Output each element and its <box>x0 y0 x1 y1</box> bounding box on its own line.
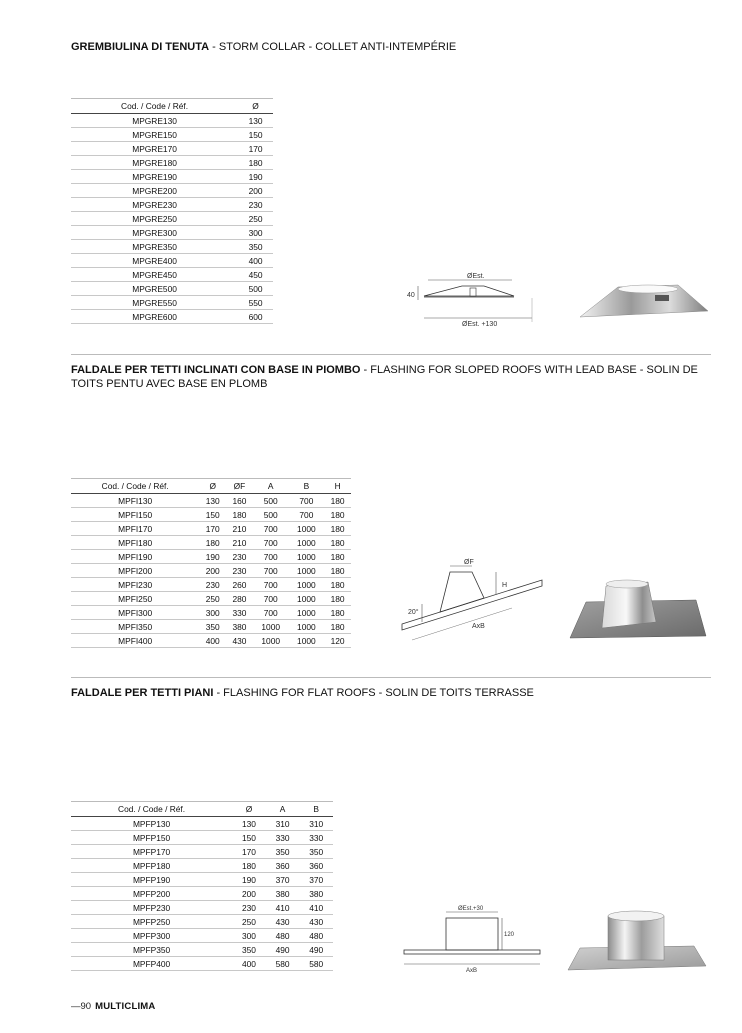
value-cell: 490 <box>266 943 300 957</box>
divider-1 <box>71 354 711 355</box>
section-1-title-bold: GREMBIULINA DI TENUTA <box>71 41 210 53</box>
value-cell: 200 <box>232 887 266 901</box>
value-cell: 180 <box>199 536 226 550</box>
value-cell: 480 <box>299 929 333 943</box>
value-cell: 370 <box>299 873 333 887</box>
table-row <box>71 887 333 901</box>
column-header: A <box>266 802 300 817</box>
value-cell: 190 <box>238 170 273 184</box>
table-row <box>71 198 273 212</box>
value-cell: 310 <box>266 817 300 831</box>
value-cell: 1000 <box>253 634 289 648</box>
table-row <box>71 226 273 240</box>
table-row <box>71 170 273 184</box>
value-cell: 500 <box>253 508 289 522</box>
value-cell: 180 <box>324 606 351 620</box>
table-row <box>71 957 333 971</box>
table-row <box>71 550 351 564</box>
product-code-cell: MPGRE300 <box>71 226 238 240</box>
product-code-cell: MPGRE500 <box>71 282 238 296</box>
table-row <box>71 915 333 929</box>
product-code-cell: MPFI400 <box>71 634 199 648</box>
value-cell: 180 <box>232 859 266 873</box>
column-header: Cod. / Code / Réf. <box>71 479 199 494</box>
page-footer <box>71 1001 155 1012</box>
divider-2 <box>71 677 711 678</box>
product-code-cell: MPFP230 <box>71 901 232 915</box>
table-row <box>71 142 273 156</box>
value-cell: 280 <box>226 592 253 606</box>
storm-collar-table <box>71 98 273 324</box>
table-row <box>71 901 333 915</box>
storm-collar-dim-bottom: ØEst. +130 <box>462 321 498 328</box>
table-row <box>71 845 333 859</box>
value-cell: 1000 <box>289 536 325 550</box>
table-row <box>71 240 273 254</box>
table-row <box>71 578 351 592</box>
section-1-title-rest: - STORM COLLAR - COLLET ANTI-INTEMPÉRIE <box>209 41 457 53</box>
value-cell: 260 <box>226 578 253 592</box>
table-row <box>71 268 273 282</box>
table-row <box>71 296 273 310</box>
product-code-cell: MPGRE150 <box>71 128 238 142</box>
column-header: B <box>289 479 325 494</box>
value-cell: 200 <box>238 184 273 198</box>
column-header: A <box>253 479 289 494</box>
storm-collar-product-image <box>578 283 710 325</box>
table-row <box>71 873 333 887</box>
value-cell: 150 <box>238 128 273 142</box>
value-cell: 1000 <box>253 620 289 634</box>
value-cell: 380 <box>266 887 300 901</box>
product-code-cell: MPGRE450 <box>71 268 238 282</box>
table-row <box>71 943 333 957</box>
product-code-cell: MPFI170 <box>71 522 199 536</box>
value-cell: 480 <box>266 929 300 943</box>
value-cell: 1000 <box>289 606 325 620</box>
value-cell: 350 <box>238 240 273 254</box>
product-code-cell: MPFI130 <box>71 494 199 508</box>
value-cell: 700 <box>253 564 289 578</box>
column-header: Ø <box>199 479 226 494</box>
value-cell: 150 <box>232 831 266 845</box>
value-cell: 120 <box>324 634 351 648</box>
value-cell: 1000 <box>289 620 325 634</box>
table-row <box>71 494 351 508</box>
value-cell: 230 <box>226 550 253 564</box>
value-cell: 230 <box>199 578 226 592</box>
column-header: Ø <box>232 802 266 817</box>
value-cell: 150 <box>199 508 226 522</box>
value-cell: 180 <box>324 564 351 578</box>
product-code-cell: MPFI190 <box>71 550 199 564</box>
product-code-cell: MPGRE190 <box>71 170 238 184</box>
table-row <box>71 522 351 536</box>
table-row <box>71 508 351 522</box>
value-cell: 580 <box>299 957 333 971</box>
table-row <box>71 831 333 845</box>
value-cell: 180 <box>324 578 351 592</box>
value-cell: 370 <box>266 873 300 887</box>
table-row <box>71 634 351 648</box>
value-cell: 1000 <box>289 522 325 536</box>
product-code-cell: MPFP200 <box>71 887 232 901</box>
value-cell: 230 <box>226 564 253 578</box>
product-code-cell: MPFP130 <box>71 817 232 831</box>
product-code-cell: MPFI150 <box>71 508 199 522</box>
product-code-cell: MPFP400 <box>71 957 232 971</box>
value-cell: 250 <box>199 592 226 606</box>
value-cell: 700 <box>253 606 289 620</box>
section-2-heading <box>71 363 711 391</box>
table-row <box>71 156 273 170</box>
value-cell: 200 <box>199 564 226 578</box>
table-row <box>71 282 273 296</box>
table-row <box>71 536 351 550</box>
value-cell: 170 <box>232 845 266 859</box>
value-cell: 130 <box>232 817 266 831</box>
product-code-cell: MPFI230 <box>71 578 199 592</box>
value-cell: 380 <box>299 887 333 901</box>
table-row <box>71 128 273 142</box>
product-code-cell: MPGRE170 <box>71 142 238 156</box>
product-code-cell: MPGRE180 <box>71 156 238 170</box>
flat-flashing-dim-base: AxB <box>466 968 478 974</box>
table-row <box>71 929 333 943</box>
table-row <box>71 592 351 606</box>
value-cell: 210 <box>226 522 253 536</box>
value-cell: 300 <box>238 226 273 240</box>
product-code-cell: MPFP300 <box>71 929 232 943</box>
product-code-cell: MPFP250 <box>71 915 232 929</box>
table-row <box>71 212 273 226</box>
value-cell: 180 <box>324 592 351 606</box>
product-code-cell: MPFP150 <box>71 831 232 845</box>
value-cell: 180 <box>324 494 351 508</box>
value-cell: 180 <box>324 522 351 536</box>
value-cell: 170 <box>199 522 226 536</box>
value-cell: 410 <box>266 901 300 915</box>
product-code-cell: MPGRE550 <box>71 296 238 310</box>
flat-flashing-technical-drawing <box>396 902 548 976</box>
value-cell: 500 <box>253 494 289 508</box>
product-code-cell: MPGRE130 <box>71 114 238 128</box>
value-cell: 400 <box>199 634 226 648</box>
product-code-cell: MPFI180 <box>71 536 199 550</box>
value-cell: 400 <box>238 254 273 268</box>
table-row <box>71 859 333 873</box>
value-cell: 350 <box>199 620 226 634</box>
storm-collar-dim-side: 40 <box>407 292 415 299</box>
value-cell: 490 <box>299 943 333 957</box>
value-cell: 1000 <box>289 578 325 592</box>
value-cell: 300 <box>232 929 266 943</box>
value-cell: 580 <box>266 957 300 971</box>
value-cell: 1000 <box>289 592 325 606</box>
value-cell: 360 <box>299 859 333 873</box>
value-cell: 450 <box>238 268 273 282</box>
value-cell: 700 <box>253 578 289 592</box>
product-code-cell: MPFI300 <box>71 606 199 620</box>
flat-roof-flashing-table <box>71 801 333 971</box>
page-number: —90 <box>71 1001 92 1012</box>
sloped-flashing-dim-top: ØF <box>464 559 474 566</box>
value-cell: 330 <box>226 606 253 620</box>
product-code-cell: MPGRE230 <box>71 198 238 212</box>
product-code-cell: MPGRE400 <box>71 254 238 268</box>
product-code-cell: MPFP190 <box>71 873 232 887</box>
value-cell: 180 <box>324 536 351 550</box>
sloped-flashing-dim-base: AxB <box>472 623 485 630</box>
table-row <box>71 564 351 578</box>
section-3-heading <box>71 686 711 700</box>
column-header: Ø <box>238 99 273 114</box>
value-cell: 180 <box>324 620 351 634</box>
value-cell: 250 <box>232 915 266 929</box>
value-cell: 1000 <box>289 550 325 564</box>
section-2-title-bold: FALDALE PER TETTI INCLINATI CON BASE IN PIOMBO <box>71 364 361 376</box>
column-header: Cod. / Code / Réf. <box>71 99 238 114</box>
sloped-flashing-technical-drawing <box>392 556 544 652</box>
table-row <box>71 606 351 620</box>
table-row <box>71 817 333 831</box>
product-code-cell: MPGRE600 <box>71 310 238 324</box>
value-cell: 360 <box>266 859 300 873</box>
value-cell: 250 <box>238 212 273 226</box>
flat-flashing-dim-top: ØEst.+30 <box>458 906 484 912</box>
value-cell: 700 <box>289 508 325 522</box>
table-row <box>71 184 273 198</box>
value-cell: 180 <box>226 508 253 522</box>
sloped-flashing-product-image <box>566 578 708 646</box>
section-3-title-rest: - FLASHING FOR FLAT ROOFS - SOLIN DE TOITS TERRASSE <box>213 687 534 699</box>
value-cell: 160 <box>226 494 253 508</box>
value-cell: 600 <box>238 310 273 324</box>
value-cell: 210 <box>226 536 253 550</box>
sloped-roof-flashing-table <box>71 478 351 648</box>
table-row <box>71 254 273 268</box>
table-row <box>71 310 273 324</box>
value-cell: 130 <box>199 494 226 508</box>
value-cell: 700 <box>289 494 325 508</box>
value-cell: 410 <box>299 901 333 915</box>
section-2-title-rest: - FLASHING FOR SLOPED ROOFS WITH LEAD BASE - SOLIN DE TOITS PENTU AVEC BASE EN PLOMB <box>71 364 698 390</box>
value-cell: 130 <box>238 114 273 128</box>
flat-flashing-product-image <box>566 908 708 972</box>
table-row <box>71 620 351 634</box>
product-code-cell: MPGRE350 <box>71 240 238 254</box>
product-code-cell: MPFP170 <box>71 845 232 859</box>
value-cell: 1000 <box>289 564 325 578</box>
flat-flashing-dim-h: 120 <box>504 932 515 938</box>
value-cell: 430 <box>299 915 333 929</box>
value-cell: 300 <box>199 606 226 620</box>
value-cell: 190 <box>232 873 266 887</box>
storm-collar-dim-top: ØEst. <box>467 273 485 280</box>
product-code-cell: MPGRE250 <box>71 212 238 226</box>
value-cell: 190 <box>199 550 226 564</box>
column-header: ØF <box>226 479 253 494</box>
value-cell: 500 <box>238 282 273 296</box>
column-header: Cod. / Code / Réf. <box>71 802 232 817</box>
value-cell: 700 <box>253 550 289 564</box>
value-cell: 180 <box>238 156 273 170</box>
storm-collar-technical-drawing <box>404 270 544 330</box>
value-cell: 330 <box>299 831 333 845</box>
value-cell: 700 <box>253 522 289 536</box>
column-header: H <box>324 479 351 494</box>
value-cell: 180 <box>324 508 351 522</box>
value-cell: 310 <box>299 817 333 831</box>
product-code-cell: MPFI350 <box>71 620 199 634</box>
value-cell: 180 <box>324 550 351 564</box>
value-cell: 430 <box>226 634 253 648</box>
product-code-cell: MPFI250 <box>71 592 199 606</box>
value-cell: 230 <box>232 901 266 915</box>
product-code-cell: MPFP180 <box>71 859 232 873</box>
value-cell: 400 <box>232 957 266 971</box>
brand-name: MULTICLIMA <box>95 1001 156 1012</box>
product-code-cell: MPFI200 <box>71 564 199 578</box>
value-cell: 380 <box>226 620 253 634</box>
section-3-title-bold: FALDALE PER TETTI PIANI <box>71 687 214 699</box>
value-cell: 430 <box>266 915 300 929</box>
value-cell: 550 <box>238 296 273 310</box>
value-cell: 350 <box>266 845 300 859</box>
value-cell: 350 <box>299 845 333 859</box>
value-cell: 170 <box>238 142 273 156</box>
value-cell: 350 <box>232 943 266 957</box>
product-code-cell: MPFP350 <box>71 943 232 957</box>
sloped-flashing-dim-h: H <box>502 582 508 589</box>
column-header: B <box>299 802 333 817</box>
value-cell: 700 <box>253 592 289 606</box>
table-row <box>71 114 273 128</box>
section-1-heading <box>71 40 711 54</box>
value-cell: 330 <box>266 831 300 845</box>
value-cell: 1000 <box>289 634 325 648</box>
sloped-flashing-dim-angle: 20° <box>408 609 419 616</box>
product-code-cell: MPGRE200 <box>71 184 238 198</box>
value-cell: 230 <box>238 198 273 212</box>
value-cell: 700 <box>253 536 289 550</box>
